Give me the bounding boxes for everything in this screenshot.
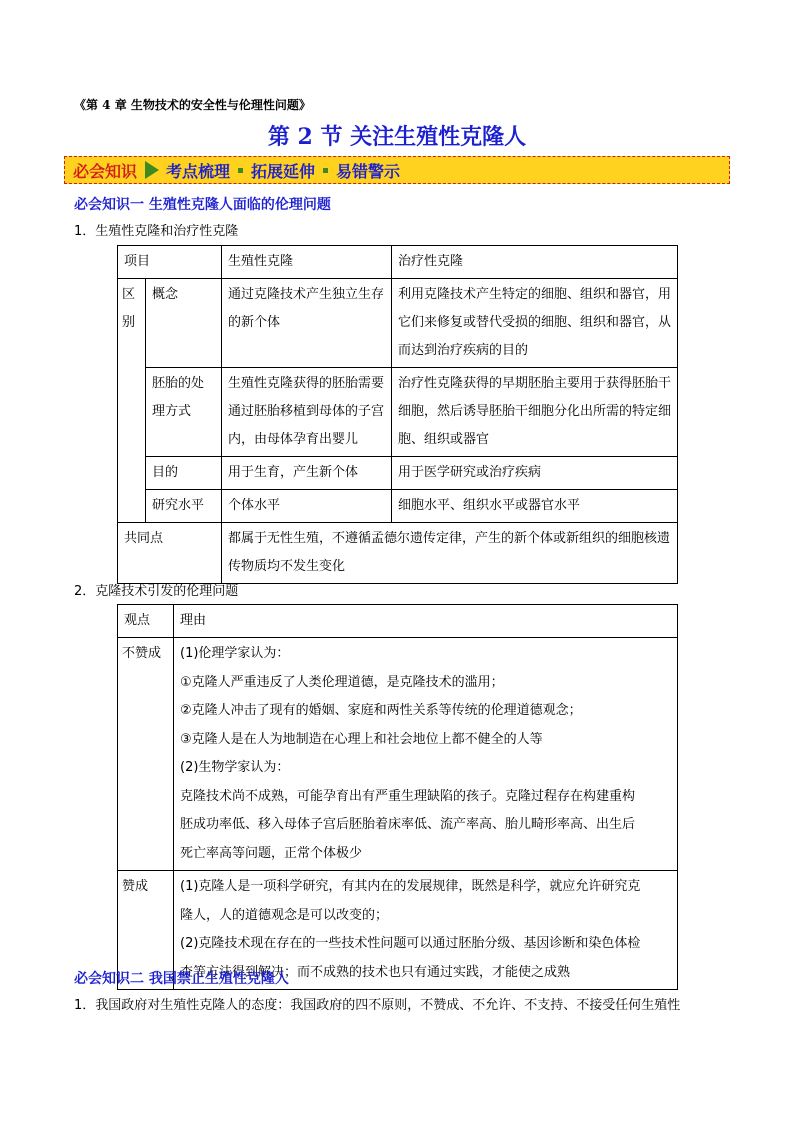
table-cell — [174, 638, 678, 871]
table-cell: 胚胎的处理方式 — [146, 368, 222, 457]
table-cell: 用于医学研究或治疗疾病 — [392, 457, 678, 490]
table-cell: 细胞水平、组织水平或器官水平 — [392, 490, 678, 523]
list-item: 1．我国政府对生殖性克隆人的态度：我国政府的四不原则，不赞成、不允许、不支持、不接受任何生殖性 — [74, 998, 681, 1013]
text-line: (1)克隆人是一项科学研究，有其内在的发展规律，既然是科学，就应允许研究克 — [180, 879, 641, 894]
table-row — [118, 638, 678, 871]
table-header-cell: 治疗性克隆 — [392, 246, 678, 279]
text-line: (2)克隆技术现在存在的一些技术性问题可以通过胚胎分级、基因诊断和染色体检 — [180, 936, 641, 951]
table-cell: 目的 — [146, 457, 222, 490]
table-header-cell: 生殖性克隆 — [222, 246, 392, 279]
text-line: 隆人，人的道德观念是可以改变的； — [180, 907, 389, 923]
table-row — [118, 490, 678, 523]
table-header-cell: 观点 — [118, 605, 174, 638]
table-row — [118, 279, 678, 368]
table-cell: 用于生育，产生新个体 — [222, 457, 392, 490]
text-line: ②克隆人冲击了现有的婚姻、家庭和两性关系等传统的伦理道德观念； — [180, 703, 582, 718]
table-row — [118, 457, 678, 490]
table-header-row — [118, 605, 678, 638]
banner-label: 必会知识 — [73, 161, 138, 181]
table-header-row — [118, 246, 678, 279]
text-line: 死亡率高等问题，正常个体极少 — [180, 845, 363, 861]
table-header-cell: 项目 — [118, 246, 222, 279]
section-banner — [64, 156, 730, 184]
table-cell: 不赞成 — [118, 638, 174, 871]
text-line: ③克隆人是在人为地制造在心理上和社会地位上都不健全的人等 — [180, 731, 543, 747]
text-line: 胚成功率低、移入母体子宫后胚胎着床率低、流产率高、胎儿畸形率高、出生后 — [180, 817, 636, 832]
banner-item-warning: 易错警示 — [336, 161, 401, 181]
square-bullet-icon — [238, 168, 243, 173]
text-line: ①克隆人严重违反了人类伦理道德，是克隆技术的滥用； — [180, 674, 504, 690]
cloning-comparison-table — [117, 245, 678, 584]
table-cell: 通过克隆技术产生独立生存的新个体 — [222, 279, 392, 368]
banner-item-review: 考点梳理 — [166, 161, 231, 181]
list-item: 2．克隆技术引发的伦理问题 — [74, 584, 239, 599]
list-item: 1．生殖性克隆和治疗性克隆 — [74, 224, 239, 239]
table-cell: 研究水平 — [146, 490, 222, 523]
text-line: 查等方法得到解决；而不成熟的技术也只有通过实践，才能使之成熟 — [180, 964, 571, 980]
group-label: 区别 — [122, 287, 136, 330]
table-row — [118, 523, 678, 584]
group-label-cell — [118, 279, 146, 523]
table-cell: 都属于无性生殖，不遵循孟德尔遗传定律，产生的新个体或新组织的细胞核遗传物质均不发生变化 — [222, 523, 678, 584]
ethics-table — [117, 604, 678, 990]
table-header-cell: 理由 — [174, 605, 678, 638]
table-cell: 生殖性克隆获得的胚胎需要通过胚胎移植到母体的子宫内，由母体孕育出婴儿 — [222, 368, 392, 457]
section-heading-1: 必会知识一 生殖性克隆人面临的伦理问题 — [74, 197, 331, 213]
table-cell: 概念 — [146, 279, 222, 368]
chapter-title: 《第 4 章 生物技术的安全性与伦理性问题》 — [74, 98, 311, 112]
table-cell: 利用克隆技术产生特定的细胞、组织和器官，用它们来修复或替代受损的细胞、组织和器官，从而达到治疗疾病的目的 — [392, 279, 678, 368]
table-cell: 赞成 — [118, 871, 174, 990]
play-arrow-icon — [145, 161, 159, 179]
table-cell: 个体水平 — [222, 490, 392, 523]
text-line: 克隆技术尚不成熟，可能孕育出有严重生理缺陷的孩子。克隆过程存在构建重构 — [180, 788, 636, 804]
table-row — [118, 368, 678, 457]
table-cell: 共同点 — [118, 523, 222, 584]
text-line: (2)生物学家认为： — [180, 760, 290, 775]
text-line: (1)伦理学家认为： — [180, 646, 290, 661]
table-cell: 治疗性克隆获得的早期胚胎主要用于获得胚胎干细胞，然后诱导胚胎干细胞分化出所需的特定细胞、组织或器官 — [392, 368, 678, 457]
square-bullet-icon — [323, 168, 328, 173]
section-heading-2: 必会知识二 我国禁止生殖性克隆人 — [74, 971, 289, 987]
page-title: 第 2 节 关注生殖性克隆人 — [267, 124, 527, 150]
banner-item-extend: 拓展延伸 — [251, 161, 316, 181]
